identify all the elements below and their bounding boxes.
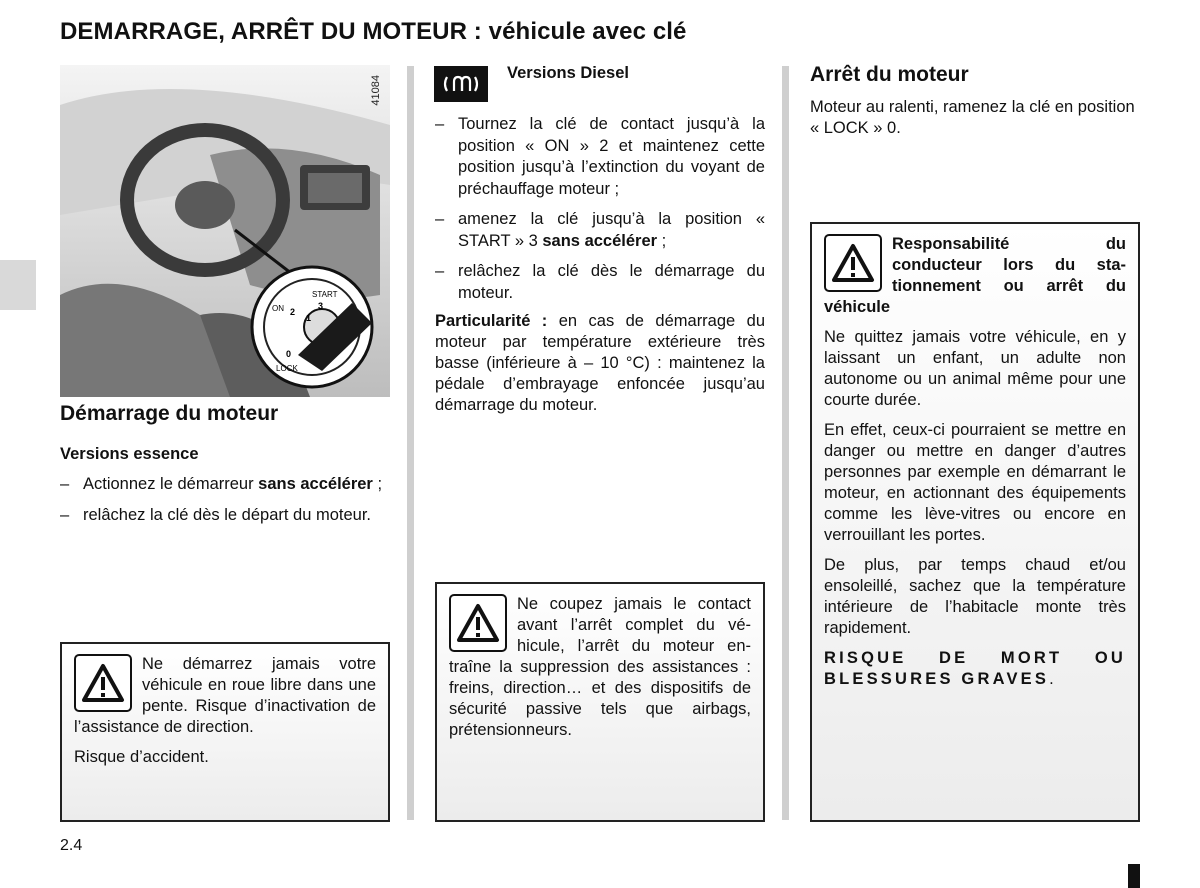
petrol-steps — [60, 474, 390, 535]
figure-code: 41084 — [370, 75, 382, 106]
glow-plug-icon — [434, 66, 488, 102]
column-divider-left — [407, 66, 414, 820]
subheading-diesel: Versions Diesel — [507, 64, 629, 82]
page-corner-mark — [1128, 864, 1140, 888]
warning-text: Risque d’accident. — [74, 748, 209, 766]
dashboard-illustration — [60, 65, 390, 397]
warning-risk: RISQUE DE MORT OU BLESSURES GRAVES. — [824, 649, 1126, 688]
warning-text: Ne démarrez jamais votre véhicule en roue libre dans une pente. Risque d’inactivation de l’assistance de direction. — [74, 655, 376, 736]
subheading-petrol: Versions essence — [60, 445, 199, 463]
diesel-steps — [435, 114, 765, 313]
ignition-position-3: 3 — [318, 301, 324, 311]
warning-box-ignition-off — [435, 582, 765, 822]
heading-engine-start: Démarrage du moteur — [60, 402, 279, 425]
particularite-paragraph: Particularité : en cas de démarrage du moteur par température extérieure très basse (inférieure à – 10 °C) : maintenez la pédale d’embrayage enfoncée jusqu’au démarrage du moteur. — [435, 312, 765, 414]
warning-triangle-icon — [449, 594, 507, 652]
ignition-position-2: 2 — [290, 307, 296, 317]
warning-text: Ne quittez jamais votre véhicule, en y laissant un enfant, un adulte non autonome ou un animal même pour une courte durée. — [824, 328, 1126, 409]
list-item: – relâchez la clé dès le départ du moteur. — [60, 505, 372, 524]
heading-engine-stop: Arrêt du moteur — [810, 63, 969, 86]
warning-text: De plus, par temps chaud et/ou ensoleillé, sachez que la température intérieure de l’habitacle monte très rapidement. — [824, 556, 1126, 637]
list-item: – Actionnez le démarreur sans accélérer ; — [60, 475, 383, 493]
list-item: – amenez la clé jusqu’à la position « START » 3 sans accélérer ; — [435, 210, 765, 250]
page-title: DEMARRAGE, ARRÊT DU MOTEUR : véhicule avec clé — [60, 18, 687, 45]
page-number: 2.4 — [60, 837, 83, 854]
warning-text: En effet, ceux-ci pourraient se mettre en danger ou mettre en danger d’autres personnes par exemple en démarrant le moteur, en actionnant des équipements comme les lève-vitres ou encore en verrouillant les portes. — [824, 421, 1126, 544]
ignition-position-0: 0 — [286, 349, 292, 359]
list-item: – Tournez la clé de contact jusqu’à la position « ON » 2 et maintenez cette position jusqu’à l’extinction du voyant de préchauffage moteur ; — [435, 115, 765, 198]
ignition-position-1: 1 — [306, 313, 312, 323]
column-divider-right — [782, 66, 789, 820]
warning-triangle-icon — [74, 654, 132, 712]
warning-box-driver-responsibility — [810, 222, 1140, 822]
list-item: – relâchez la clé dès le démarrage du moteur. — [435, 262, 765, 302]
ignition-label-start: START — [312, 290, 338, 299]
chapter-tab — [0, 260, 36, 310]
ignition-label-on: ON — [272, 304, 284, 313]
engine-stop-text: Moteur au ralenti, ramenez la clé en position « LOCK » 0. — [810, 98, 1135, 137]
warning-triangle-icon — [824, 234, 882, 292]
warning-box-freewheel — [60, 642, 390, 822]
ignition-label-lock: LOCK — [276, 364, 298, 373]
warning-text: Ne coupez jamais le contact avant l’arrêt complet du véhicule, l’arrêt du moteur entraîne la suppression des assistances : freins, direction… et des dispositifs de sécurité passive tels que airbags, prétensionneurs. — [449, 595, 751, 739]
warning-title: Responsabilité du conducteur lors du stationnement ou arrêt du véhicule — [824, 235, 1126, 316]
